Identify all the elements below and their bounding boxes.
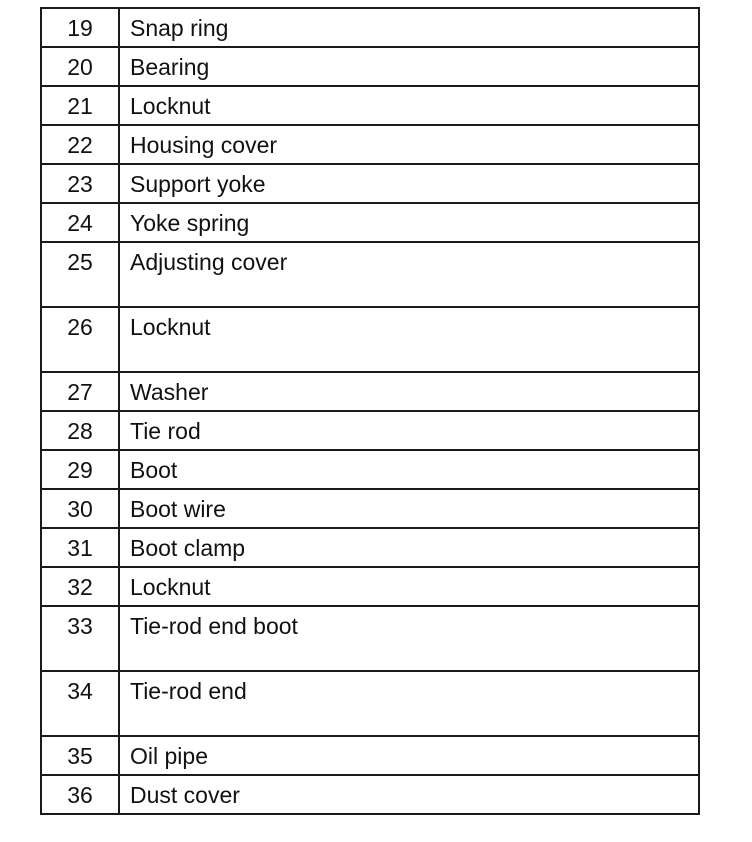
table-row: [41, 671, 699, 736]
part-number-cell: 31: [41, 528, 119, 567]
parts-table-body: [41, 8, 699, 814]
table-row: [41, 736, 699, 775]
part-number-cell: 27: [41, 372, 119, 411]
part-name-cell: Bearing: [119, 47, 699, 86]
part-number-cell: 20: [41, 47, 119, 86]
part-number-cell: 34: [41, 671, 119, 736]
parts-table: [40, 7, 700, 815]
part-name-cell: Yoke spring: [119, 203, 699, 242]
table-row: [41, 307, 699, 372]
table-row: [41, 86, 699, 125]
table-row: [41, 411, 699, 450]
table-row: [41, 125, 699, 164]
part-name-cell: Locknut: [119, 86, 699, 125]
table-row: [41, 372, 699, 411]
part-name-cell: Dust cover: [119, 775, 699, 814]
table-row: [41, 450, 699, 489]
part-name-cell: Tie-rod end boot: [119, 606, 699, 671]
part-number-cell: 36: [41, 775, 119, 814]
table-row: [41, 567, 699, 606]
table-row: [41, 203, 699, 242]
part-name-cell: Washer: [119, 372, 699, 411]
table-row: [41, 8, 699, 47]
part-name-cell: Snap ring: [119, 8, 699, 47]
table-row: [41, 47, 699, 86]
part-number-cell: 23: [41, 164, 119, 203]
table-row: [41, 164, 699, 203]
part-name-cell: Tie-rod end: [119, 671, 699, 736]
part-name-cell: Housing cover: [119, 125, 699, 164]
part-number-cell: 29: [41, 450, 119, 489]
part-number-cell: 33: [41, 606, 119, 671]
part-name-cell: Tie rod: [119, 411, 699, 450]
part-number-cell: 25: [41, 242, 119, 307]
part-name-cell: Oil pipe: [119, 736, 699, 775]
part-number-cell: 21: [41, 86, 119, 125]
table-row: [41, 775, 699, 814]
part-number-cell: 32: [41, 567, 119, 606]
part-name-cell: Locknut: [119, 567, 699, 606]
part-number-cell: 28: [41, 411, 119, 450]
part-name-cell: Locknut: [119, 307, 699, 372]
table-row: [41, 242, 699, 307]
part-number-cell: 22: [41, 125, 119, 164]
part-name-cell: Adjusting cover: [119, 242, 699, 307]
part-number-cell: 19: [41, 8, 119, 47]
part-name-cell: Support yoke: [119, 164, 699, 203]
part-number-cell: 24: [41, 203, 119, 242]
part-name-cell: Boot clamp: [119, 528, 699, 567]
part-name-cell: Boot wire: [119, 489, 699, 528]
part-number-cell: 26: [41, 307, 119, 372]
part-name-cell: Boot: [119, 450, 699, 489]
table-row: [41, 528, 699, 567]
table-row: [41, 489, 699, 528]
part-number-cell: 30: [41, 489, 119, 528]
table-row: [41, 606, 699, 671]
part-number-cell: 35: [41, 736, 119, 775]
